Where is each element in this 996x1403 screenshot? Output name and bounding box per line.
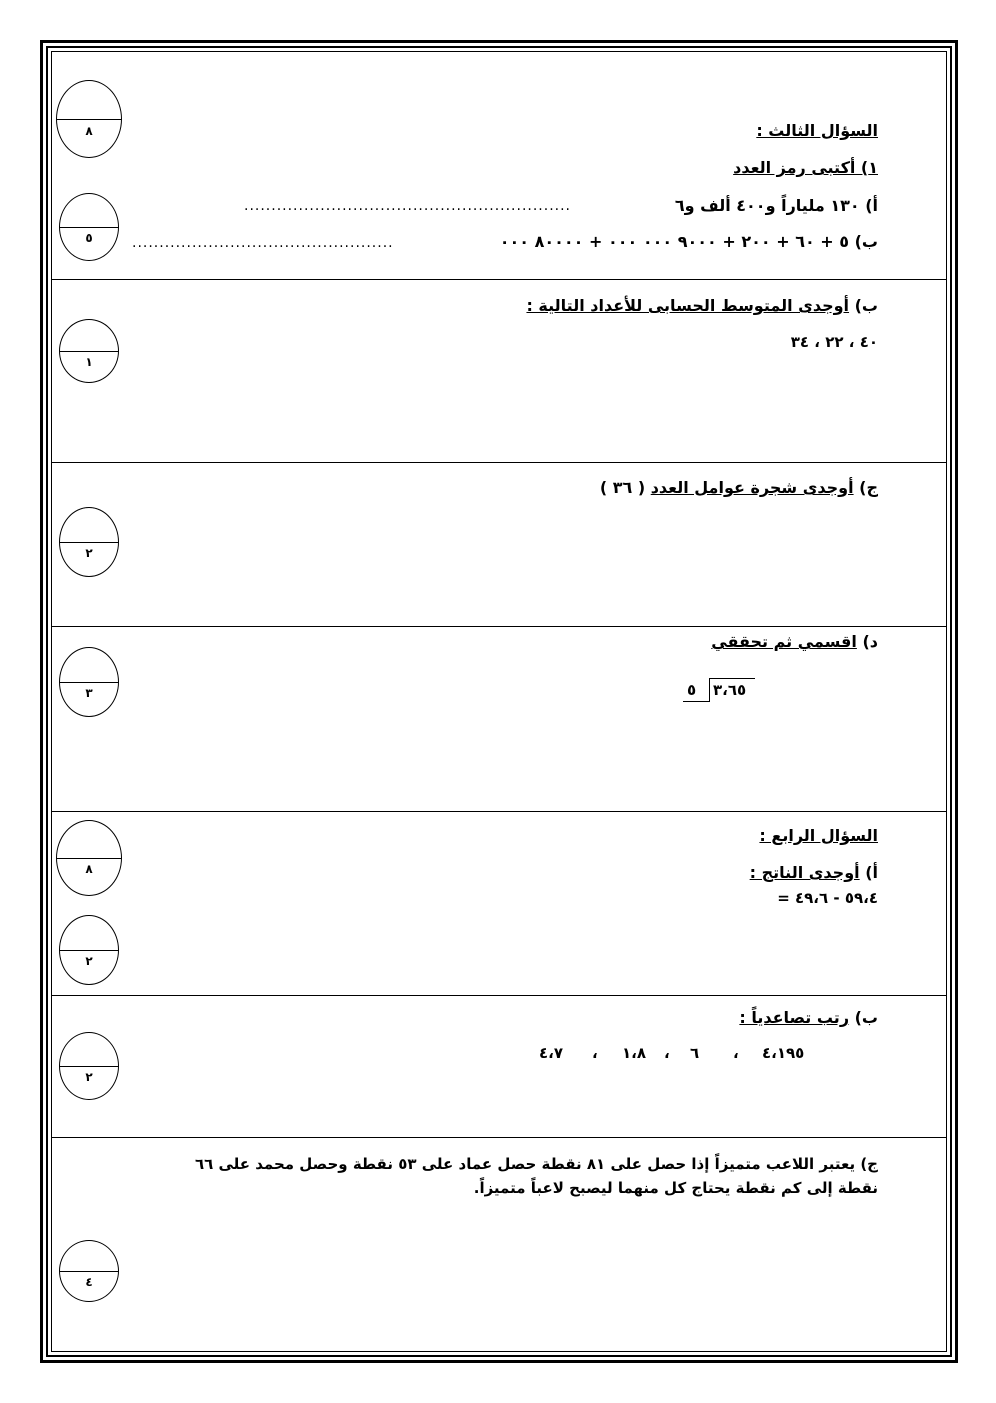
q3-part1-a-answer-blank[interactable]: ............................................................: [244, 198, 572, 214]
score-circle: [59, 1240, 119, 1302]
q3-part1-a: [675, 196, 878, 215]
q3-part-b-label: أوجدى المتوسط الحسابى للأعداد التالية :: [526, 296, 850, 315]
q4-part-a-label: أوجدى الناتج :: [749, 863, 860, 882]
q4-part-c-text-1: يعتبر اللاعب متميزاً إذا حصل على ٨١ نقطة حصل عماد على ٥٣ نقطة وحصل محمد على ٦٦: [194, 1155, 856, 1173]
score-circle: [59, 1032, 119, 1100]
section-divider: [52, 1137, 946, 1138]
score-circle: [59, 647, 119, 717]
q3-part-d-heading: [711, 632, 878, 651]
score-total: ٤: [85, 1274, 93, 1289]
q4-part-b-prefix: ب): [854, 1008, 878, 1027]
section-divider: [52, 626, 946, 627]
q3-part-c-value: ( ٣٦ ): [599, 478, 646, 497]
q3-part-d-prefix: د): [862, 632, 878, 651]
score-total: ٨: [85, 123, 93, 138]
q4-number-2: ٦: [690, 1044, 700, 1062]
q3-part1-b: [500, 232, 878, 251]
score-circle: [56, 820, 122, 896]
q3-part-c-prefix: ج): [859, 478, 878, 497]
section-divider: [52, 995, 946, 996]
dividend: ٣،٦٥: [713, 681, 747, 699]
score-total: ٥: [85, 230, 93, 245]
q4-separator: ،: [664, 1044, 670, 1062]
q4-separator: ،: [733, 1044, 739, 1062]
q3-part-b-numbers: ٤٠ ، ٢٢ ، ٣٤: [790, 333, 878, 351]
q3-part-c-label: أوجدى شجرة عوامل العدد: [650, 478, 854, 497]
q3-part-b-heading: [526, 296, 878, 315]
score-total: ٨: [85, 862, 93, 877]
q4-part-b-heading: [739, 1008, 878, 1027]
score-total: ٢: [85, 1069, 93, 1084]
divisor: ٥: [687, 681, 697, 699]
q4-number-3: ١،٨: [622, 1044, 647, 1062]
q3-part1-b-answer-blank[interactable]: ................................................: [132, 235, 394, 251]
section-divider: [52, 811, 946, 812]
q4-part-a-heading: [750, 863, 878, 882]
score-circle: [59, 193, 119, 261]
q4-part-c-line-2: نقطة إلى كم نقطة يحتاج كل منهما ليصبح لاعباً متميزاً.: [473, 1179, 878, 1197]
q3-part1-b-expression: ٥ + ٦٠ + ٢٠٠ + ٩٠٠٠ ٠٠٠ ٠٠٠ + ٨٠٠٠٠ ٠٠٠: [499, 232, 850, 251]
q4-separator: ،: [592, 1044, 598, 1062]
q4-number-4: ٤،٧: [539, 1044, 564, 1062]
q3-part1-label: ١) أكتبى رمز العدد: [733, 158, 878, 177]
score-total: ٢: [85, 954, 93, 969]
score-circle: [59, 507, 119, 577]
long-division-bracket: [683, 676, 755, 702]
q4-number-1: ٤،١٩٥: [762, 1044, 805, 1062]
q3-part-b-prefix: ب): [854, 296, 878, 315]
q4-part-b-label: رتب تصاعدياً :: [739, 1008, 850, 1027]
score-circle: [56, 80, 122, 158]
question-4-title: السؤال الرابع :: [759, 826, 878, 845]
score-circle: [59, 915, 119, 985]
question-3-title: السؤال الثالث :: [756, 121, 878, 140]
q3-part1-a-text: ١٣٠ ملياراً و٤٠٠ ألف و٦: [674, 196, 860, 215]
q3-part1-a-prefix: أ): [865, 196, 878, 215]
q3-part1-b-prefix: ب): [854, 232, 878, 251]
score-total: ٣: [85, 686, 93, 701]
q3-part-d-label: اقسمي ثم تحققي: [711, 632, 857, 651]
q4-part-c-prefix: ج): [860, 1155, 878, 1173]
q4-part-c-line-1: [195, 1155, 878, 1173]
section-divider: [52, 462, 946, 463]
score-circle: [59, 319, 119, 383]
q4-part-a-expression: ٥٩،٤ - ٤٩،٦ =: [777, 889, 878, 907]
section-divider: [52, 279, 946, 280]
q3-part-c-heading: [600, 478, 878, 497]
score-total: ٢: [85, 546, 93, 561]
score-total: ١: [85, 354, 93, 369]
q4-part-a-prefix: أ): [865, 863, 878, 882]
